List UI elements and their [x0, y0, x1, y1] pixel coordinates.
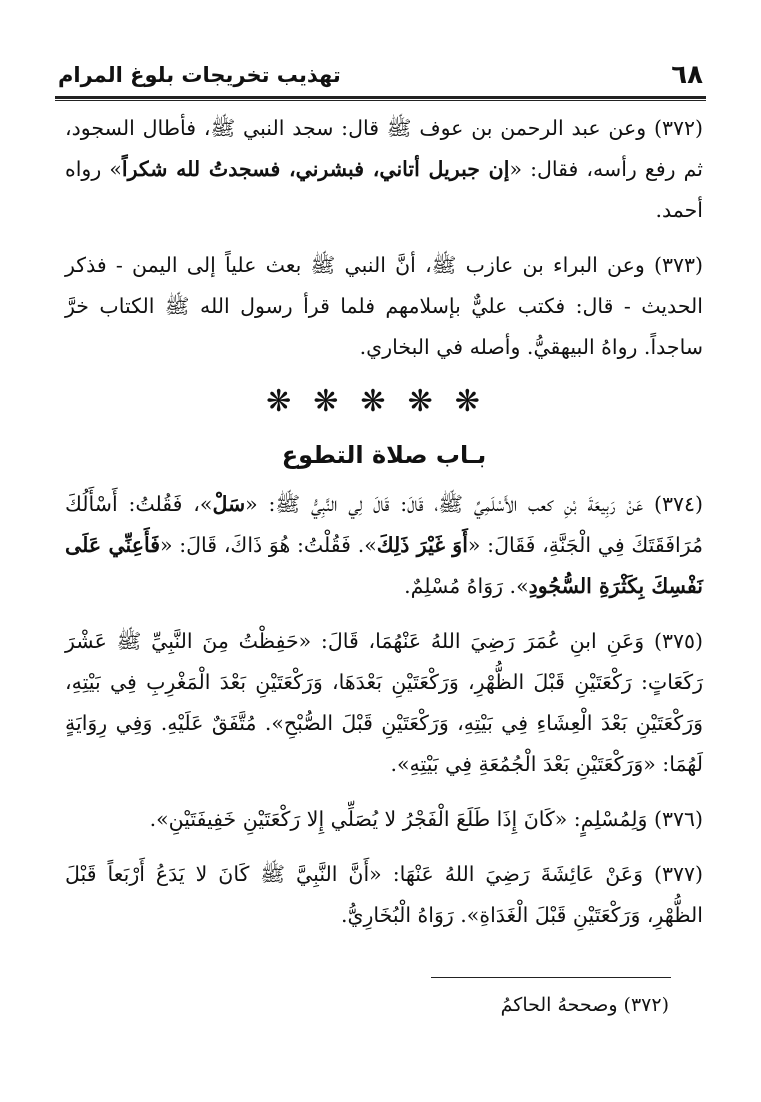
hadith-quote: فَأَعِنِّي عَلَى نَفْسِكَ بِكَثْرَةِ السُّجُودِ: [65, 533, 703, 598]
hadith-paragraph: [65, 799, 703, 840]
hadith-text: (٣٧٢) وعن عبد الرحمن بن عوف ﷺ قال: سجد النبي ﷺ، فأطال السجود، ثم رفع رأسه، فقال: «: [65, 116, 703, 181]
hadith-paragraph: [65, 621, 703, 785]
hadith-text: »، فَقُلتُ: أَسْأَلُكَ مُرَافَقَتَكَ فِي الْجَنَّةِ، فَقَالَ: «: [65, 492, 703, 557]
hadith-quote: إن جبريل أتاني، فبشرني، فسجدتُ لله شكراً: [121, 157, 510, 181]
hadith-text: (٣٧٦) وَلِمُسْلِمٍ: «كَانَ إِذَا طَلَعَ الْفَجْرُ لا يُصَلِّي إِلا رَكْعَتَيْنِ خَفِيفَتَيْنِ».: [149, 807, 703, 831]
hadith-text: (٣٧٣) وعن البراء بن عازب ﷺ، أنَّ النبي ﷺ بعث علياً إلى اليمن - فذكر الحديث - قال: فكتب عليٌّ بإسلامهم فلما قرأ رسول الله ﷺ الكتاب خرَّ ساجداً. رواهُ البيهقيُّ. وأصله في البخاري.: [65, 253, 703, 359]
header-rule-thin: [55, 100, 706, 101]
hadith-group-bottom: [65, 484, 703, 936]
hadith-paragraph: [65, 854, 703, 936]
book-title: تهذيب تخريجات بلوغ المرام: [58, 63, 341, 87]
hadith-text: ». رَوَاهُ مُسْلِمٌ.: [404, 574, 529, 598]
chapter-title: بـاب صلاة التطوع: [281, 441, 487, 469]
hadith-text: ». فَقُلْتُ: هُوَ ذَاكَ، قَالَ: «: [160, 533, 377, 557]
hadith-text: » رواه أحمد.: [65, 157, 703, 222]
footnote-rule: [431, 977, 671, 978]
hadith-paragraph: [65, 108, 703, 231]
page-number: ٦٨: [671, 60, 703, 90]
page-header: [58, 58, 703, 92]
main-text: [65, 108, 703, 950]
hadith-text: (٣٧٥) وَعَنِ ابنِ عُمَرَ رَضِيَ اللهُ عَنْهُمَا، قَالَ: «حَفِظْتُ مِنَ النَّبِيِّ ﷺ عَشْرَ رَكَعَاتٍ: رَكْعَتَيْنِ قَبْلَ الظُّهْرِ، وَرَكْعَتَيْنِ بَعْدَهَا، وَرَكْعَتَيْنِ بَعْدَ الْمَغْرِبِ فِي بَيْتِهِ، وَرَكْعَتَيْنِ بَعْدَ الْعِشَاءِ فِي بَيْتِهِ، وَرَكْعَتَيْنِ قَبْلَ الصُّبْحِ». مُتَّفَقٌ عَلَيْهِ. وَفِي رِوَايَةٍ لَهُمَا: «وَرَكْعَتَيْنِ بَعْدَ الْجُمُعَةِ فِي بَيْتِهِ».: [65, 629, 703, 776]
footnote: (٣٧٢) وصححهُ الحاكمُ: [500, 994, 669, 1016]
header-rule: [55, 96, 706, 99]
hadith-quote: أَوَ غَيْرَ ذَلِكَ: [376, 533, 468, 557]
hadith-group-top: [65, 108, 703, 368]
section-separator: ❋❋❋❋❋: [266, 384, 502, 419]
hadith-paragraph: [65, 245, 703, 368]
hadith-paragraph: [65, 484, 703, 607]
hadith-quote: سَلْ: [212, 492, 246, 516]
hadith-text: (٣٧٧) وَعَنْ عَائِشَةَ رَضِيَ اللهُ عَنْهَا: «أَنَّ النَّبِيَّ ﷺ كَانَ لا يَدَعُ أَرْبَعاً قَبْلَ الظُّهْرِ، وَرَكْعَتَيْنِ قَبْلَ الْغَدَاةِ». رَوَاهُ الْبُخَارِيُّ.: [65, 862, 703, 927]
hadith-text: (٣٧٤) عَنْ رَبِيعَةَ بْنِ كعب الأَسْلَمِيِّ ﷺ، قَالَ: قَالَ لِي النَّبِيُّ ﷺ: «: [245, 492, 704, 516]
